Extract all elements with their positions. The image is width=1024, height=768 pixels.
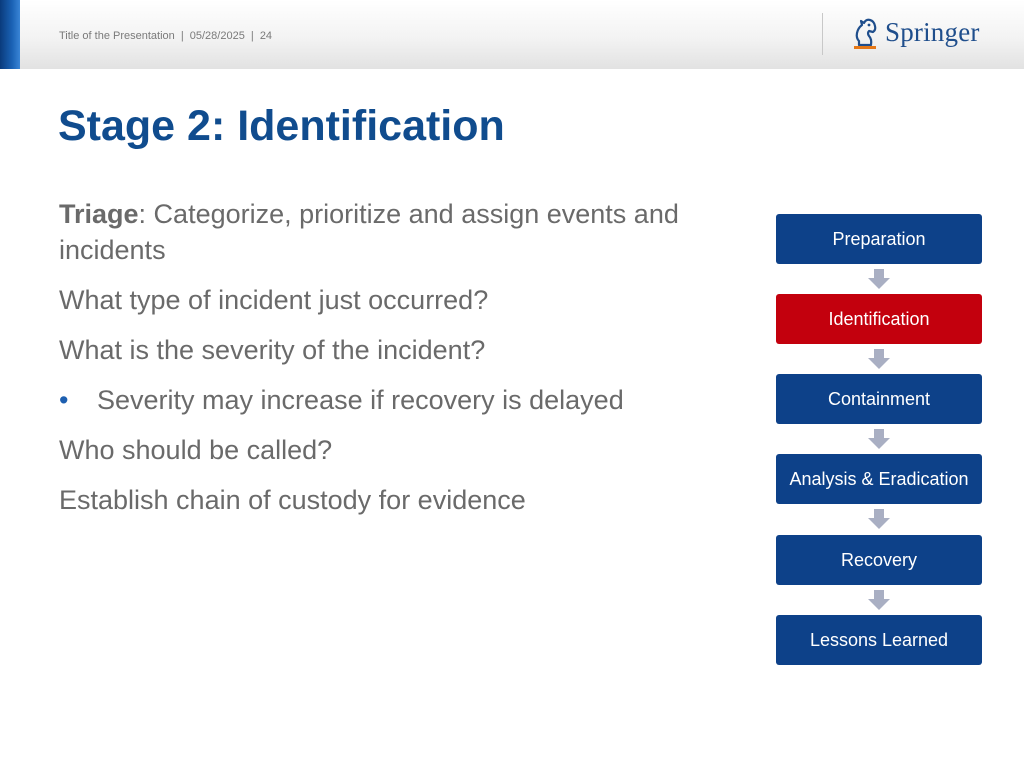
down-arrow-icon — [868, 349, 890, 369]
chess-knight-icon — [850, 14, 880, 50]
stage-preparation: Preparation — [776, 214, 982, 264]
stage-lessons-learned: Lessons Learned — [776, 615, 982, 665]
presentation-title: Title of the Presentation — [59, 30, 175, 42]
down-arrow-icon — [868, 509, 890, 529]
logo-text: Springer — [885, 16, 980, 47]
logo-divider — [822, 13, 823, 55]
header-separator: | — [180, 30, 184, 42]
stage-analysis-eradication: Analysis & Eradication — [776, 454, 982, 504]
body-line-severity: What is the severity of the incident? — [59, 335, 486, 365]
slide-title: Stage 2: Identification — [58, 102, 505, 150]
slide-body — [59, 196, 749, 532]
presentation-date: 05/28/2025 — [189, 30, 245, 42]
triage-paragraph — [59, 196, 749, 268]
page-number: 24 — [259, 30, 273, 42]
down-arrow-icon — [868, 269, 890, 289]
down-arrow-icon — [868, 590, 890, 610]
triage-label: Triage — [59, 199, 139, 229]
header-accent-bar — [0, 0, 20, 69]
bullet-text: Severity may increase if recovery is delayed — [97, 385, 624, 415]
slide-header — [0, 0, 1024, 69]
bullet-item — [59, 382, 749, 418]
stage-recovery: Recovery — [776, 535, 982, 585]
stage-containment: Containment — [776, 374, 982, 424]
triage-text: : Categorize, prioritize and assign events and incidents — [59, 199, 679, 265]
body-line-chain-of-custody: Establish chain of custody for evidence — [59, 485, 526, 515]
bullet-dot-icon: • — [59, 385, 69, 415]
stage-identification: Identification — [776, 294, 982, 344]
body-line-who-to-call: Who should be called? — [59, 435, 333, 465]
header-separator: | — [250, 30, 254, 42]
down-arrow-icon — [868, 429, 890, 449]
body-line-incident-type: What type of incident just occurred? — [59, 285, 489, 315]
springer-logo — [850, 14, 980, 50]
header-info — [59, 30, 272, 42]
